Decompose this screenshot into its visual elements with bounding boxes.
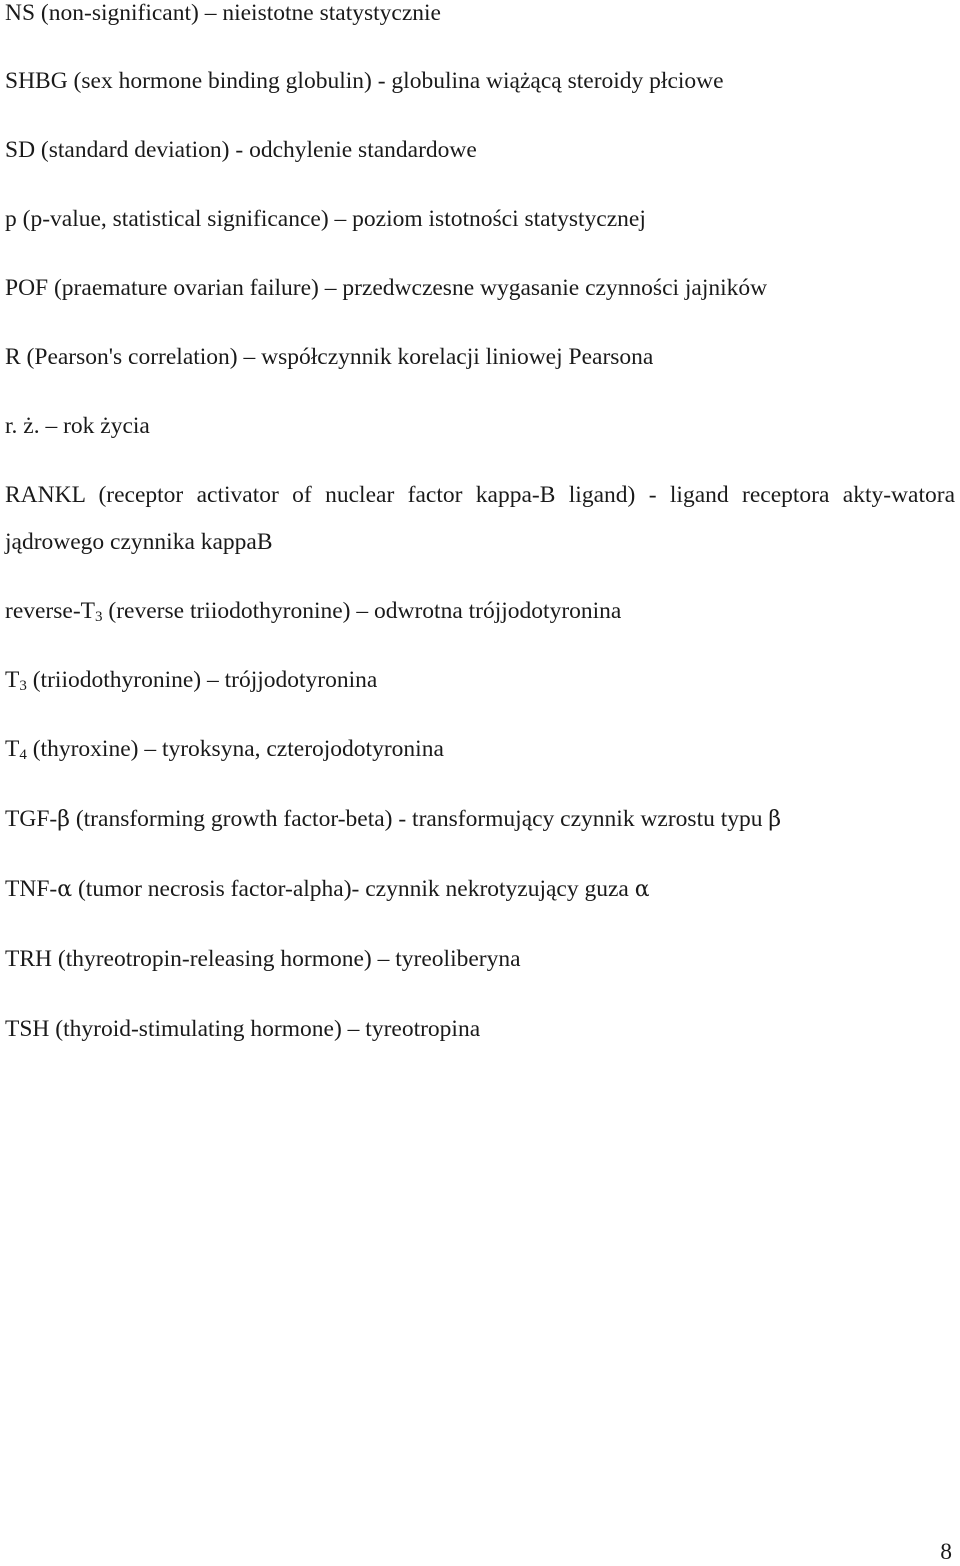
term: reverse-T [5,598,96,624]
abbreviation-tnf-alpha [5,866,650,913]
definition: (thyroxine) – tyroksyna, czterojodotyronina [26,736,444,762]
abbreviation-tgf-beta [5,796,781,843]
abbreviation-reverse-t3 [5,588,621,640]
alpha-symbol: α [634,877,650,902]
subscript: 4 [19,747,27,763]
abbreviation-p: p (p-value, statistical significance) – poziom istotności statystycznej [5,206,646,232]
abbreviation-rankl: RANKL (receptor activator of nuclear factor kappa-B ligand) - ligand receptora akty-watora jądrowego czynnika kappaB [5,482,955,555]
definition: (transforming growth factor-beta) - transformujący czynnik wzrostu typu [69,806,769,832]
abbreviation-trh: TRH (thyreotropin-releasing hormone) – tyreoliberyna [5,946,521,972]
abbreviation-ns: NS (non-significant) – nieistotne statystycznie [5,0,441,26]
term: TNF- [5,876,58,902]
definition: (reverse triiodothyronine) – odwrotna trójjodotyronina [102,598,622,624]
abbreviation-pof: POF (praemature ovarian failure) – przedwczesne wygasanie czynności jajników [5,275,768,301]
subscript: 3 [95,609,103,625]
abbreviation-r: R (Pearson's correlation) – współczynnik korelacji liniowej Pearsona [5,344,654,370]
abbreviation-tsh: TSH (thyroid-stimulating hormone) – tyreotropina [5,1016,481,1042]
beta-symbol: β [57,807,70,832]
definition: (triiodothyronine) – trójjodotyronina [26,667,378,693]
abbreviation-rz: r. ż. – rok życia [5,413,150,439]
definition: (tumor necrosis factor-alpha)- czynnik nekrotyzujący guza [72,876,635,902]
subscript: 3 [19,678,27,694]
term: T [5,736,20,762]
abbreviation-t3 [5,657,377,709]
term: TGF- [5,806,58,832]
term: T [5,667,20,693]
beta-symbol: β [768,807,782,832]
alpha-symbol: α [57,877,73,902]
page-number: 8 [940,1539,952,1565]
abbreviation-t4 [5,726,444,778]
abbreviation-sd: SD (standard deviation) - odchylenie standardowe [5,137,477,163]
abbreviation-shbg: SHBG (sex hormone binding globulin) - globulina wiążącą steroidy płciowe [5,68,724,94]
